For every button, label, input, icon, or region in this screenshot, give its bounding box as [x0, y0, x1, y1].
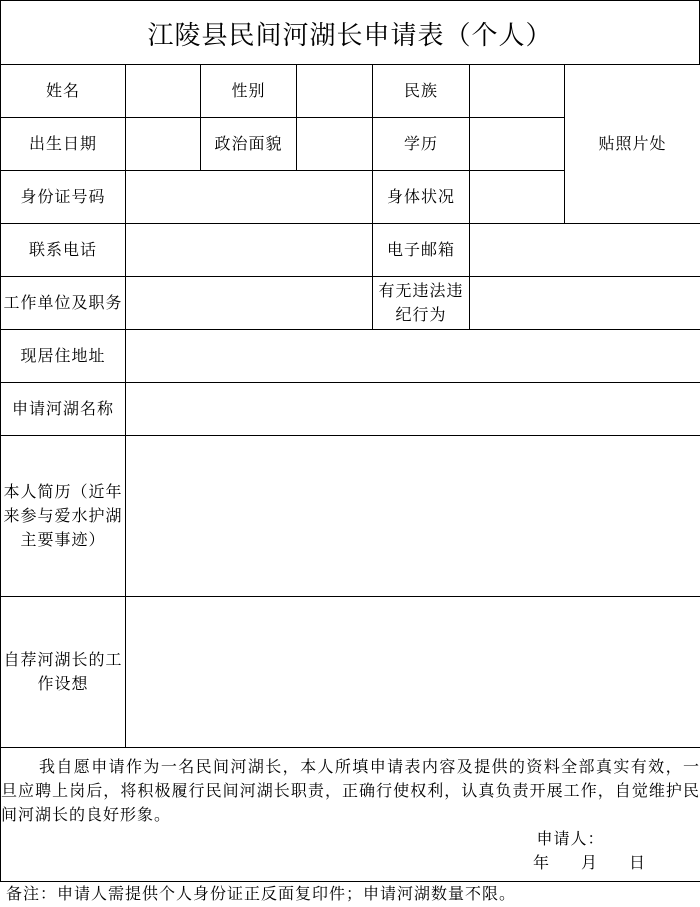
day-label: 日	[628, 852, 646, 872]
river-name-label: 申请河湖名称	[1, 383, 126, 436]
birth-date-label: 出生日期	[1, 118, 126, 171]
health-label: 身体状况	[373, 171, 470, 224]
resume-label: 本人简历（近年来参与爱水护湖主要事迹）	[1, 436, 126, 597]
gender-field[interactable]	[297, 65, 373, 118]
ethnicity-field[interactable]	[470, 65, 565, 118]
year-label: 年	[532, 852, 550, 872]
application-form-table	[0, 64, 700, 882]
address-field[interactable]	[126, 330, 700, 383]
phone-field[interactable]	[126, 224, 373, 277]
id-number-label: 身份证号码	[1, 171, 126, 224]
education-label: 学历	[373, 118, 470, 171]
education-field[interactable]	[470, 118, 565, 171]
resume-field[interactable]	[126, 436, 700, 597]
work-unit-label: 工作单位及职务	[1, 277, 126, 330]
email-label: 电子邮箱	[373, 224, 470, 277]
violations-label: 有无违法违纪行为	[373, 277, 470, 330]
pledge-text: 我自愿申请作为一名民间河湖长，本人所填申请表内容及提供的资料全部真实有效，一旦应聘上岗后，将积极履行民间河湖长职责，正确行使权利，认真负责开展工作，自觉维护民间河湖长的良好形象。	[1, 756, 700, 824]
work-plan-field[interactable]	[126, 597, 700, 748]
form-title: 江陵县民间河湖长申请表（个人）	[0, 0, 700, 65]
applicant-signature-label: 申请人：	[536, 828, 605, 848]
pledge-section	[1, 748, 700, 882]
name-field[interactable]	[126, 65, 201, 118]
work-plan-label: 自荐河湖长的工作设想	[1, 597, 126, 748]
ethnicity-label: 民族	[373, 65, 470, 118]
violations-field[interactable]	[470, 277, 700, 330]
political-status-label: 政治面貌	[201, 118, 297, 171]
month-label: 月	[580, 852, 598, 872]
work-unit-field[interactable]	[126, 277, 373, 330]
signature-date	[1, 851, 700, 875]
phone-label: 联系电话	[1, 224, 126, 277]
name-label: 姓名	[1, 65, 126, 118]
form-note: 备注：申请人需提供个人身份证正反面复印件；申请河湖数量不限。	[6, 884, 517, 903]
political-status-field[interactable]	[297, 118, 373, 171]
birth-date-field[interactable]	[126, 118, 201, 171]
id-number-field[interactable]	[126, 171, 373, 224]
photo-area[interactable]: 贴照片处	[565, 65, 700, 224]
river-name-field[interactable]	[126, 383, 700, 436]
email-field[interactable]	[470, 224, 700, 277]
gender-label: 性别	[201, 65, 297, 118]
health-field[interactable]	[470, 171, 565, 224]
address-label: 现居住地址	[1, 330, 126, 383]
